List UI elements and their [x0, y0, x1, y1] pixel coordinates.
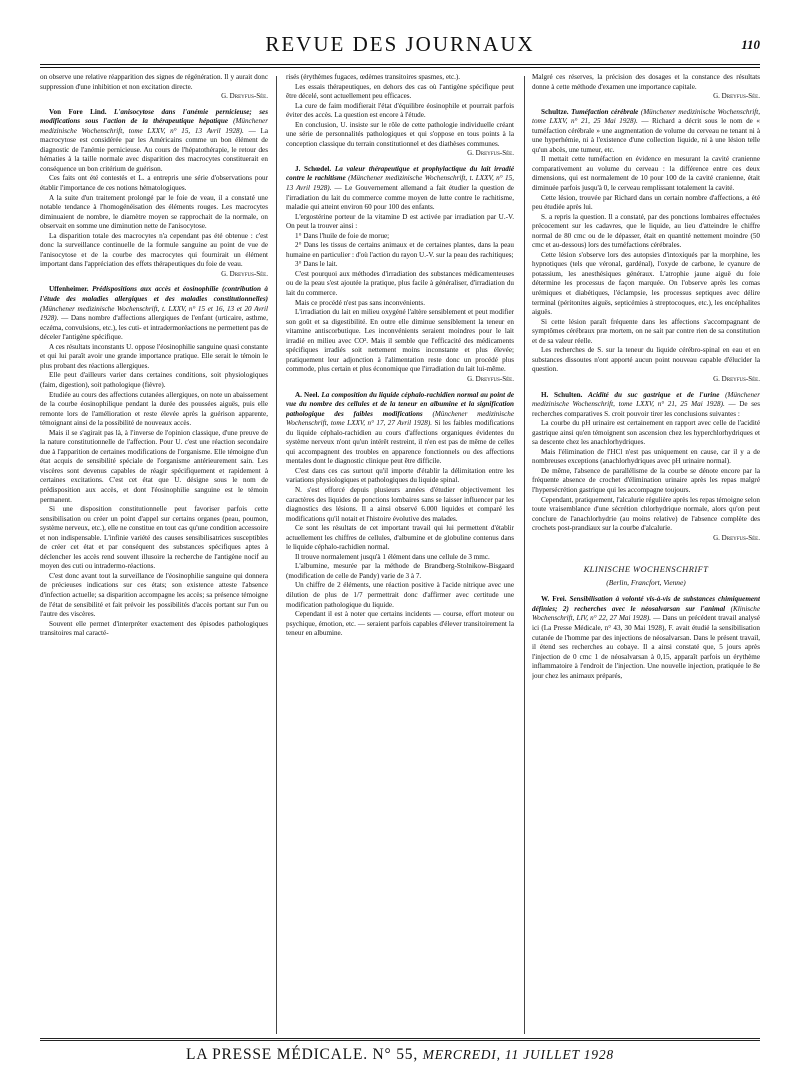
- article-paragraph: [532, 595, 760, 681]
- article-paragraph: [286, 165, 514, 213]
- paragraph: Cependant, pratiquement, l'alcalurie régulière après les repas témoigne selon toute vraisemblance d'une sécrétion chlorhydrique normale, alors qu'on peut conclure de l'anachlorhydrie (au moins relative) de l'absence complète des crochets post-prandiaux sur la courbe d'alcalurie.: [532, 495, 760, 533]
- list-item: 3° Dans le lait.: [295, 260, 338, 269]
- paragraph: N. s'est efforcé depuis plusieurs années d'étudier objectivement les caractères des liquides de ponctions lombaires sans se laisser influencer par les diagnostics des lésions. Il a ainsi observé 6.000 liquides et comparé les modifications qu'il notait et l'histoire évolutive des malades.: [286, 485, 514, 523]
- source: (Münchener medizinische Wochenschrift, tome LXXV, n° 17, 27 Avril 1928).: [286, 409, 514, 428]
- paragraph: Si une disposition constitutionnelle peut favoriser parfois cette sensibilisation ou créer un point d'appel sur certains organes (peau, poumon, système nerveux, etc.), elle ne constitue en tout cas qu'une condition accessoire et non indispensable. L'infinie variété des causes sensibilisatrices susceptibles de créer cet état et par conséquent des substances spécifiques aptes à déclencher les accès rend souvent illusoire la recherche de l'antigène nocif au moyen des cuti ou intradermo-réactions.: [40, 505, 268, 571]
- paragraph: La disparition totale des macrocytes n'a cependant pas été obtenue : c'est donc la surveillance continuelle de la formule sanguine au point de vue de l'anisocytose et de la courbe des macrocytes qui fournirait un élément important dans l'appréciation des effets thérapeutiques du foie de veau.: [40, 231, 268, 269]
- paragraph: Si cette lésion paraît fréquente dans les affections s'accompagnant de symptômes cérébraux præ mortem, on ne sait par contre rien de sa constitution et de sa valeur réelle.: [532, 317, 760, 345]
- text: — De ses recherches comparatives S. croit pouvoir tirer les conclusions suivantes :: [532, 400, 760, 418]
- page-header: [40, 30, 760, 62]
- article-title: Acidité du suc gastrique et de l'urine: [588, 390, 720, 399]
- paragraph: A ces résultats inconstants U. oppose l'éosinophilie sanguine quasi constante et qui lui paraît avoir une grande importance pratique. Elle serait le témoin le plus probant des réactions allergiques.: [40, 342, 268, 370]
- journal-place: (Berlin, Francfort, Vienne): [606, 577, 686, 587]
- list-item: 1° Dans l'huile de foie de morue;: [295, 231, 390, 240]
- paragraph: Cette lésion, trouvée par Richard dans un certain nombre d'affections, a été peu étudiée après lui.: [532, 193, 760, 212]
- list-item: 2° Dans les tissus de certains animaux et de certaines plantes, dans la peau humaine en particulier : d'où l'action du rayon U.-V. sur la peau des rachitiques;: [286, 241, 514, 259]
- author: J. Schœdel.: [295, 164, 332, 173]
- column-right: [532, 73, 760, 1035]
- paragraph: Mais il se s'agirait pas là, à l'inverse de l'opinion classique, d'une preuve de la nature constitutionnelle de l'affection. Pour U. c'est une réaction secondaire due à l'apparition de certaines modifications de l'organisme. Elle témoigne d'un état acquis de sensibilité spéciale de l'organisme antérieurement sain. Les viscères sont devenus capables de réagir spécifiquement et rapidement à certaines excitations. C'est cet état que U. désigne sous le nom de prédisposition aux accès, et dont l'éosinophilie sanguine est le témoin permanent.: [40, 428, 268, 504]
- paragraph: La cure de faim modifierait l'état d'équilibre éosinophile et pourrait parfois éviter des accès. La question est encore à l'étude.: [286, 101, 514, 120]
- running-title: REVUE DES JOURNAUX: [265, 32, 535, 56]
- article-paragraph: [532, 391, 760, 420]
- header-rule: [40, 64, 760, 65]
- signature: G. Dreyfus-Sée.: [467, 374, 514, 383]
- article-title: Sensibilisation à volonté vis-à-vis de substances chimiquement définies; 2) recherches avec le néosalvarsan sur l'animal: [532, 595, 760, 613]
- paragraph: Etudiée au cours des affections cutanées allergiques, on note un abaissement de la courbe éosinophilique pendant la durée des poussées aiguës, puis elle remonte lors de l'amélioration et reste élevée après la guérison apparente, témoignant ainsi de la possibilité de nouveaux accès.: [40, 390, 268, 428]
- signature: G. Dreyfus-Sée.: [713, 374, 760, 383]
- columns: [40, 73, 760, 1035]
- text: — Dans nombre d'affections allergiques de l'enfant (urticaire, asthme, eczéma, convulsions, etc.), les cuti- et intradermoréactions ne permettent pas de déceler l'antigène spécifique.: [40, 314, 268, 342]
- paragraph: Il mettait cette tuméfaction en évidence en mesurant la cavité cranienne comparativement au volume du cerveau : la différence entre ces deux dimensions, qui est normalement de 10 pour 100 de la cavité cranienne, était diminuée parfois jusqu'à 0, le cerveau remplissant totalement la cavité.: [532, 155, 760, 193]
- article-paragraph: [40, 285, 268, 342]
- footer-date: MERCREDI, 11 JUILLET 1928: [422, 1047, 614, 1062]
- author: Von Fore Lind.: [49, 107, 107, 116]
- source: (Münchener medizinische Wochenschrift, tome LXXV, n° 21, 25 Mai 1928).: [532, 390, 760, 409]
- paragraph: Mais l'élimination de l'HCl n'est pas uniquement en cause, car il y a de nombreuses exceptions (anachlorhydriques avec pH urinaire normal).: [532, 447, 760, 466]
- paragraph: Ces faits ont été contestés et L. a entrepris une série d'observations pour établir l'importance de ces notions hématologiques.: [40, 174, 268, 193]
- column-left: [40, 73, 268, 1035]
- text: — Le Gouvernement allemand a fait étudier la question de l'irradiation du lait du commerce comme moyen de lutte contre le rachitisme, maladie qui atteint environ 60 pour 100 des enfants.: [286, 184, 514, 212]
- text: — La macrocytose est considérée par les Américains comme un bon élément de diagnostic de l'anémie pernicieuse. Au cours de l'hépatothérapie, le retour des hématies à la taille normale avec disparition des macrocytes constituerait en conséquence un bon critérium de guérison.: [40, 126, 268, 173]
- paragraph: Souvent elle permet d'interpréter exactement des épisodes pathologiques transitoires mal caracté-: [40, 619, 268, 638]
- paragraph: C'est donc avant tout la surveillance de l'éosinophilie sanguine qui donnera de précieuses indications sur ces états; son existence atteste l'absence d'infection actuelle; sa disparition accompagne les accès; sa présence témoigne de l'état de sensibilité et fait prévoir les possibilités d'accès portant sur l'un ou l'autre des viscères.: [40, 571, 268, 619]
- paragraph: L'irradiation du lait en milieu oxygéné l'altère sensiblement et peut modifier son goût et sa digestibilité. En outre elle diminue sensiblement la teneur en vitamine antiscorbutique. Les inconvénients seraient moindres pour le lait irradié en milieu avec CO². Mais il semble que l'efficacité des médicaments spécifiques irradiés soit nettement moins inconstante et plus élevée; pratiquement leur adjonction à l'alimentation reste donc un procédé plus commode, plus certain et plus économique que l'irradiation du lait lui-même.: [286, 308, 514, 374]
- paragraph: Les essais thérapeutiques, en dehors des cas où l'antigène spécifique peut être décelé, sont actuellement peu efficaces.: [286, 82, 514, 101]
- paragraph: Il trouve normalement jusqu'à 1 élément dans une cellule de 3 mmc.: [295, 552, 490, 561]
- text: — Richard a décrit sous le nom de « tuméfaction cérébrale » une augmentation de volume du cerveau ne tenant ni à une hyperhémie, ni à l'existence d'une collection liquide, ni à une lésion telle qu'un abcès, une tumeur, etc.: [532, 117, 760, 154]
- paragraph: Elle peut d'ailleurs varier dans certaines conditions, soit physiologiques (faim, digestion), soit pathologique (fièvre).: [40, 371, 268, 389]
- author: H. Schulten.: [541, 390, 583, 399]
- signature: G. Dreyfus-Sée.: [713, 92, 760, 101]
- source: (Münchener medizinische Wochenschrift, tome LXXV, n° 21, 25 Mai 1928).: [532, 107, 760, 126]
- footer-journal: LA PRESSE MÉDICALE. N° 55,: [186, 1046, 419, 1063]
- paragraph: Mais ce procédé n'est pas sans inconvénients.: [295, 298, 425, 307]
- paragraph: Malgré ces réserves, la précision des dosages et la constance des résultats donne à cette méthode d'examen une importance capitale.: [532, 73, 760, 91]
- page-footer: [40, 1046, 760, 1066]
- source: (Münchener medizinische Wochenschrift, tome LXXV, n° 15, 13 Avril 1928).: [40, 117, 268, 135]
- text: — Dans un précédent travail analysé ici (La Presse Médicale, n° 43, 30 Mai 1928), F. avait étudié la sensibilisation cutanée de l'homme par des injections de néosalvarsan. Dans le présent travail, il étend ses recherches au cobaye. Il a ainsi constaté que, 5 jours après l'injection de 0 cmc 1 de néosalvarsan à 0,15, apparaît parfois un érythème inflammatoire à l'endroit de l'injection. Une nouvelle injection, pratiquée le 8e jour chez les animaux préparés,: [532, 614, 760, 680]
- paragraph: risés (érythèmes fugaces, œdèmes transitoires spasmes, etc.).: [286, 73, 461, 81]
- article-paragraph: [40, 108, 268, 175]
- article-title: La valeur thérapeutique et prophylactique du lait irradié contre le rachitisme: [286, 164, 514, 183]
- article-paragraph: [286, 391, 514, 467]
- paragraph: on observe une relative réapparition des signes de régénération. Il y aurait donc suppression d'une inhibition et non excitation directe.: [40, 73, 268, 91]
- article-paragraph: [532, 108, 760, 156]
- source: (Klinische Wochenschrift, LIV, n° 22, 27 Mai 1928).: [532, 604, 760, 623]
- paragraph: Cependant il est à noter que certains incidents — course, effort moteur ou psychique, émotion, etc. — seraient parfois capables d'élever transitoirement la teneur en albumine.: [286, 610, 514, 638]
- signature: G. Dreyfus-Sée.: [221, 269, 268, 278]
- author: Schultze.: [541, 107, 569, 116]
- paragraph: Les recherches de S. sur la teneur du liquide cérébro-spinal en eau et en substances dissoutes n'ont apporté aucun point nouveau capable d'élucider la question.: [532, 346, 760, 374]
- text: Si les faibles modifications du liquide céphalo-rachidien au cours d'affections organiques évidentes du système nerveux n'ont qu'un intérêt restreint, il n'en est pas de même de celles qui accompagnent des troubles en apparence fonctionnels ou des affections mentales dont le diagnostic clinique peut être difficile.: [286, 419, 514, 466]
- paragraph: L'ergostérine porteur de la vitamine D est activée par irradiation par U.-V. On peut la trouver ainsi :: [286, 212, 514, 231]
- signature: G. Dreyfus-Sée.: [713, 533, 760, 542]
- paragraph: C'est pourquoi aux méthodes d'irradiation des substances médicamenteuses ou de la peau s'est ajoutée la pratique, plus facile à généraliser, d'irradiation du lait du commerce.: [286, 269, 514, 298]
- paragraph: A la suite d'un traitement prolongé par le foie de veau, il a constaté une notable tendance à l'homogénéisation des éléments rouges. Les macrocytes diminuaient de nombre, le diamètre moyen se rapprochait de la normale, on observait en somme une diminution nette de l'anisocytose.: [40, 193, 268, 231]
- paragraph: C'est dans ces cas surtout qu'il importe d'établir la délimitation entre les variations physiologiques et pathologiques du liquide spinal.: [286, 466, 514, 485]
- article-title: L'anisocytose dans l'anémie pernicieuse; ses modifications sous l'action de la thérapeutique hépatique: [40, 107, 268, 126]
- author: A. Neel.: [295, 390, 320, 399]
- source: (Münchener medizinische Wochenschrift, t. LXXV, n° 15 et 16, 13 et 20 Avril 1928).: [40, 304, 268, 323]
- author: Uffenheimer.: [49, 285, 89, 294]
- paragraph: L'albumine, mesurée par la méthode de Brandberg-Stolnikow-Bisgaard (modification de celle de Pandy) varie de 3 à 7.: [286, 562, 514, 580]
- paragraph: Cette lésion s'observe lors des autopsies d'intoxiqués par la morphine, les hypnotiques (tels que véronal, gardénal), l'oxyde de carbone, le cyanure de potassium, les anesthésiques généraux. L'atrophie jaune aiguë du foie détermine les processus de façon marquée. On l'observe après les comas urémiques et diabétiques, l'éclampsie, les processus septiques avec délire terminal (péritonites aiguës, septicémies à streptocoques, etc.), les encéphalites aiguës.: [532, 250, 760, 317]
- article-title: Tuméfaction cérébrale: [571, 107, 639, 116]
- page-number: 110: [741, 37, 760, 52]
- signature: G. Dreyfus-Sée.: [221, 92, 268, 101]
- footer-rule: [40, 1038, 760, 1041]
- paragraph: En conclusion, U. insiste sur le rôle de cette pathologie individuelle créant une série de personnalités pathologiques et qui s'oppose en tous points à la conception classique du terrain constitutionnel et des diathèses communes.: [286, 120, 514, 148]
- header-rule-2: [40, 67, 760, 68]
- paragraph: Un chiffre de 2 éléments, une réaction positive à l'acide nitrique avec une dilution de plus de 1/7 permettrait donc d'affirmer avec certitude une modification pathologique du liquide.: [286, 581, 514, 609]
- paragraph: La courbe du pH urinaire est certainement en rapport avec celle de l'acidité gastrique ainsi qu'en témoignent son ascension chez les hyperchlorhydriques et sa descente chez les anachlorhydriques.: [532, 419, 760, 447]
- source: (Münchener medizinische Wochenschrift, t. LXXV, n° 15, 13 Avril 1928).: [286, 174, 514, 193]
- author: W. Frei.: [541, 595, 567, 604]
- article-title: La composition du liquide céphalo-rachidien normal au point de vue du nombre des cellules et de la teneur en albumine et la signification pathologique des faibles modifications: [286, 390, 514, 418]
- signature: G. Dreyfus-Sée.: [467, 149, 514, 158]
- journal-heading: KLINISCHE WOCHENSCHRIFT: [583, 565, 709, 575]
- paragraph: De même, l'absence de parallélisme de la courbe se dénote encore par la fréquente absence de crochet d'élimination urinaire après les repas malgré l'hypersécrétion gastrique qui les accompagne toujours.: [532, 466, 760, 494]
- article-title: Prédispositions aux accès et éosinophilie (contribution à l'étude des maladies allergiques et des maladies constitutionnelles): [40, 285, 268, 304]
- column-middle: [286, 73, 514, 1035]
- paragraph: S. a repris la question. Il a constaté, par des ponctions lombaires effectuées précocement sur les cadavres, que le liquide, au lieu d'atteindre le chiffre normal de 80 cmc ou de le dépasser, était en quantité nettement moindre (50 cmc et au-dessous) lors des tuméfactions cérébrales.: [532, 212, 760, 250]
- paragraph: Ce sont les résultats de cet important travail qui lui permettent d'établir actuellement les chiffres de cellules, d'albumine et de globuline contenus dans le liquide céphalo-rachidien normal.: [286, 524, 514, 552]
